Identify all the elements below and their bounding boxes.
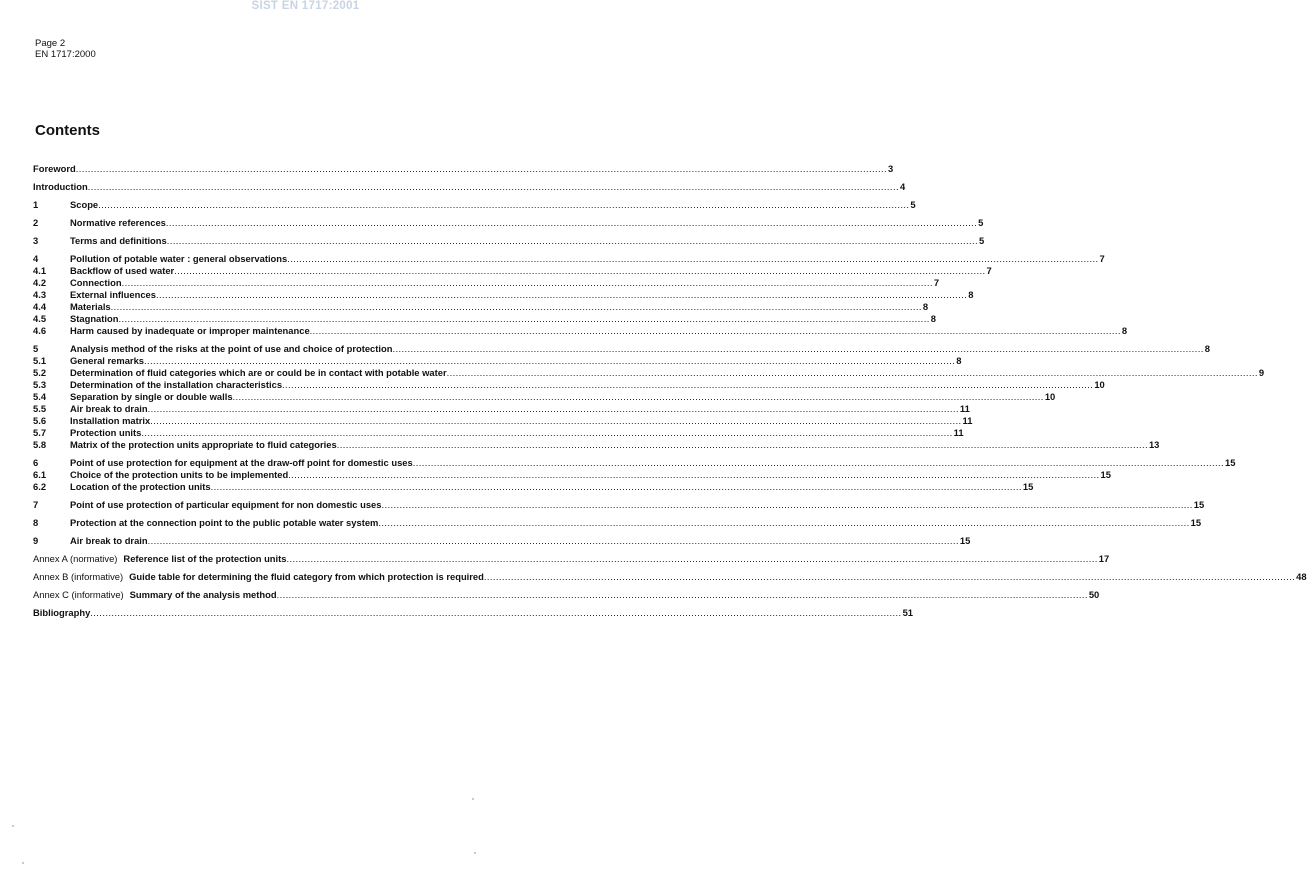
toc-leader-dots (392, 343, 1203, 354)
scan-speck (22, 862, 24, 864)
toc-leader-dots (287, 253, 1098, 264)
toc-entry[interactable] (33, 379, 1105, 390)
standard-id: EN 1717:2000 (35, 49, 96, 60)
toc-entry-number: 4.6 (33, 325, 47, 336)
toc-entry-page: 8 (1121, 325, 1128, 336)
toc-entry-title: Materials (70, 301, 111, 312)
toc-leader-dots (88, 181, 899, 192)
toc-entry-title: Determination of fluid categories which are or could be in contact with potable water (70, 367, 447, 378)
toc-entry-title: Protection at the connection point to the public potable water system (70, 517, 379, 528)
toc-leader-dots (148, 535, 959, 546)
toc-entry-title: Installation matrix (70, 415, 151, 426)
toc-entry[interactable] (33, 313, 936, 324)
toc-entry-number: 5.6 (33, 415, 47, 426)
toc-entry-title: External influences (70, 289, 156, 300)
toc-leader-dots (288, 469, 1099, 480)
toc-entry-page: 51 (902, 607, 913, 618)
toc-entry-number: 3 (33, 235, 39, 246)
toc-entry-number: 5.7 (33, 427, 47, 438)
toc-leader-dots (211, 481, 1022, 492)
toc-entry-page: 10 (1044, 391, 1056, 402)
toc-leader-dots (174, 265, 985, 276)
toc-entry[interactable] (33, 217, 984, 228)
toc-leader-dots (233, 391, 1044, 402)
toc-entry[interactable] (33, 481, 1034, 492)
toc-entry[interactable] (33, 499, 1205, 510)
scan-speck (12, 825, 14, 827)
toc-entry[interactable] (33, 277, 940, 288)
toc-entry-page: 15 (1022, 481, 1034, 492)
toc-entry-page: 5 (978, 217, 984, 228)
toc-entry[interactable] (33, 391, 1056, 402)
toc-leader-dots (282, 379, 1093, 390)
toc-entry-title: Bibliography (33, 607, 91, 618)
scan-speck (472, 798, 474, 800)
toc-entry[interactable] (33, 607, 913, 618)
toc-entry-number: 5.2 (33, 367, 47, 378)
toc-leader-dots (378, 517, 1189, 528)
toc-entry-title: Pollution of potable water : general observations (70, 253, 288, 264)
toc-entry-number: 5 (33, 343, 39, 354)
toc-entry-page: 11 (953, 427, 964, 438)
page-header (35, 38, 96, 60)
toc-entry-page: 15 (1224, 457, 1236, 468)
toc-leader-dots (310, 325, 1121, 336)
toc-entry-page: 8 (922, 301, 929, 312)
toc-leader-dots (447, 367, 1258, 378)
toc-entry-number: Annex B (informative) (33, 571, 124, 582)
toc-entry-number: 5.4 (33, 391, 47, 402)
toc-entry[interactable] (33, 325, 1128, 336)
toc-entry-title: Location of the protection units (70, 481, 211, 492)
toc-entry-title: Protection units (70, 427, 142, 438)
toc-entry-number: 4.3 (33, 289, 47, 300)
toc-entry-page: 3 (887, 163, 894, 174)
toc-entry[interactable] (33, 415, 973, 426)
toc-entry-page: 5 (978, 235, 985, 246)
toc-entry-title: General remarks (70, 355, 145, 366)
toc-entry-page: 5 (910, 199, 916, 210)
toc-entry-page: 7 (933, 277, 940, 288)
toc-entry[interactable] (33, 343, 1210, 354)
toc-leader-dots (122, 277, 933, 288)
toc-leader-dots (277, 589, 1088, 600)
toc-entry[interactable] (33, 553, 1110, 564)
toc-leader-dots (118, 313, 929, 324)
toc-entry-number: 7 (33, 499, 39, 510)
toc-entry-title: Choice of the protection units to be implemented (70, 469, 289, 480)
toc-leader-dots (484, 571, 1295, 582)
toc-entry-page: 7 (1099, 253, 1105, 264)
toc-entry-title: Matrix of the protection units appropriate to fluid categories (70, 439, 337, 450)
toc-entry-title: Connection (70, 277, 122, 288)
toc-entry-title: Separation by single or double walls (70, 391, 233, 402)
toc-entry-title: Point of use protection for equipment at the draw-off point for domestic uses (70, 457, 413, 468)
toc-entry-page: 50 (1088, 589, 1100, 600)
toc-entry-number: 2 (33, 217, 39, 228)
toc-entry-page: 8 (968, 289, 974, 300)
toc-entry-number: 6 (33, 457, 39, 468)
scan-speck (474, 852, 476, 854)
toc-entry-number: 4.5 (33, 313, 47, 324)
toc-entry-page: 15 (1100, 469, 1111, 480)
toc-entry[interactable] (33, 469, 1111, 480)
toc-entry-number: 5.5 (33, 403, 47, 414)
toc-entry-page: 48 (1296, 571, 1307, 582)
toc-entry-number: 6.1 (33, 469, 47, 480)
toc-entry[interactable] (33, 289, 974, 300)
toc-entry-page: 11 (959, 403, 970, 414)
toc-entry-page: 8 (956, 355, 962, 366)
toc-leader-dots (148, 403, 959, 414)
toc-entry-page: 4 (899, 181, 906, 192)
toc-entry-page: 13 (1148, 439, 1160, 450)
toc-entry-page: 11 (962, 415, 973, 426)
toc-entry[interactable] (33, 535, 971, 546)
toc-leader-dots (98, 199, 909, 210)
toc-entry-page: 15 (1190, 517, 1202, 528)
toc-entry-page: 8 (930, 313, 936, 324)
toc-entry[interactable] (33, 427, 964, 438)
toc-entry[interactable] (33, 235, 985, 246)
toc-leader-dots (150, 415, 961, 426)
toc-entry-page: 9 (1258, 367, 1265, 378)
toc-entry-page: 7 (986, 265, 992, 276)
toc-entry-number: 4.2 (33, 277, 47, 288)
toc-entry-number: 5.1 (33, 355, 47, 366)
toc-entry[interactable] (33, 181, 906, 192)
toc-entry-number: 4.4 (33, 301, 47, 312)
contents-heading: Contents (35, 122, 100, 139)
toc-entry[interactable] (33, 517, 1202, 528)
toc-entry[interactable] (33, 199, 916, 210)
toc-entry[interactable] (33, 301, 929, 312)
toc-entry-title: Stagnation (70, 313, 119, 324)
toc-entry-title: Harm caused by inadequate or improper maintenance (70, 325, 310, 336)
toc-leader-dots (286, 553, 1097, 564)
toc-entry[interactable] (33, 265, 992, 276)
toc-entry-title: Determination of the installation characteristics (70, 379, 283, 390)
toc-entry[interactable] (33, 571, 1307, 582)
toc-entry-title: Guide table for determining the fluid category from which protection is required (129, 571, 484, 582)
toc-entry-page: 15 (1193, 499, 1205, 510)
toc-leader-dots (166, 217, 977, 228)
toc-entry-title: Reference list of the protection units (123, 553, 287, 564)
toc-entry-title: Analysis method of the risks at the point of use and choice of protection (70, 343, 393, 354)
page-number: Page 2 (35, 38, 66, 49)
toc-entry-title: Summary of the analysis method (129, 589, 277, 600)
toc-entry[interactable] (33, 439, 1160, 450)
toc-entry[interactable] (33, 589, 1100, 600)
toc-entry-number: 5.8 (33, 439, 47, 450)
toc-entry-page: 17 (1098, 553, 1110, 564)
toc-entry[interactable] (33, 457, 1236, 468)
toc-entry-number: Annex A (normative) (33, 553, 118, 564)
toc-entry-number: 4.1 (33, 265, 47, 276)
toc-leader-dots (167, 235, 978, 246)
toc-entry-title: Scope (70, 199, 99, 210)
toc-entry-number: 5.3 (33, 379, 47, 390)
toc-entry[interactable] (33, 355, 962, 366)
toc-leader-dots (111, 301, 922, 312)
toc-entry-number: 8 (33, 517, 39, 528)
toc-leader-dots (382, 499, 1193, 510)
toc-entry-title: Air break to drain (70, 403, 148, 414)
toc-leader-dots (156, 289, 967, 300)
toc-entry-number: 1 (33, 199, 39, 210)
toc-leader-dots (141, 427, 952, 438)
toc-entry-number: 9 (33, 535, 39, 546)
toc-entry-title: Introduction (33, 181, 88, 192)
toc-entry[interactable] (33, 163, 894, 174)
toc-entry-page: 15 (959, 535, 971, 546)
toc-entry-title: Foreword (33, 163, 76, 174)
toc-entry-number: 4 (33, 253, 39, 264)
toc-leader-dots (90, 607, 901, 618)
toc-entry-page: 10 (1094, 379, 1105, 390)
toc-leader-dots (413, 457, 1224, 468)
toc-leader-dots (337, 439, 1148, 450)
toc-entry-title: Point of use protection of particular equipment for non domestic uses (70, 499, 382, 510)
toc-entry-title: Backflow of used water (70, 265, 175, 276)
watermark: SIST EN 1717:2001 (251, 0, 360, 12)
toc-leader-dots (76, 163, 887, 174)
toc-entry[interactable] (33, 403, 970, 414)
toc-entry-title: Normative references (70, 217, 166, 228)
toc-entry-number: 6.2 (33, 481, 47, 492)
toc-entry-title: Terms and definitions (70, 235, 167, 246)
toc-leader-dots (144, 355, 955, 366)
toc-entry[interactable] (33, 367, 1265, 378)
toc-entry-title: Air break to drain (70, 535, 148, 546)
toc-entry-page: 8 (1204, 343, 1210, 354)
toc-entry[interactable] (33, 253, 1105, 264)
toc-entry-number: Annex C (informative) (33, 589, 124, 600)
